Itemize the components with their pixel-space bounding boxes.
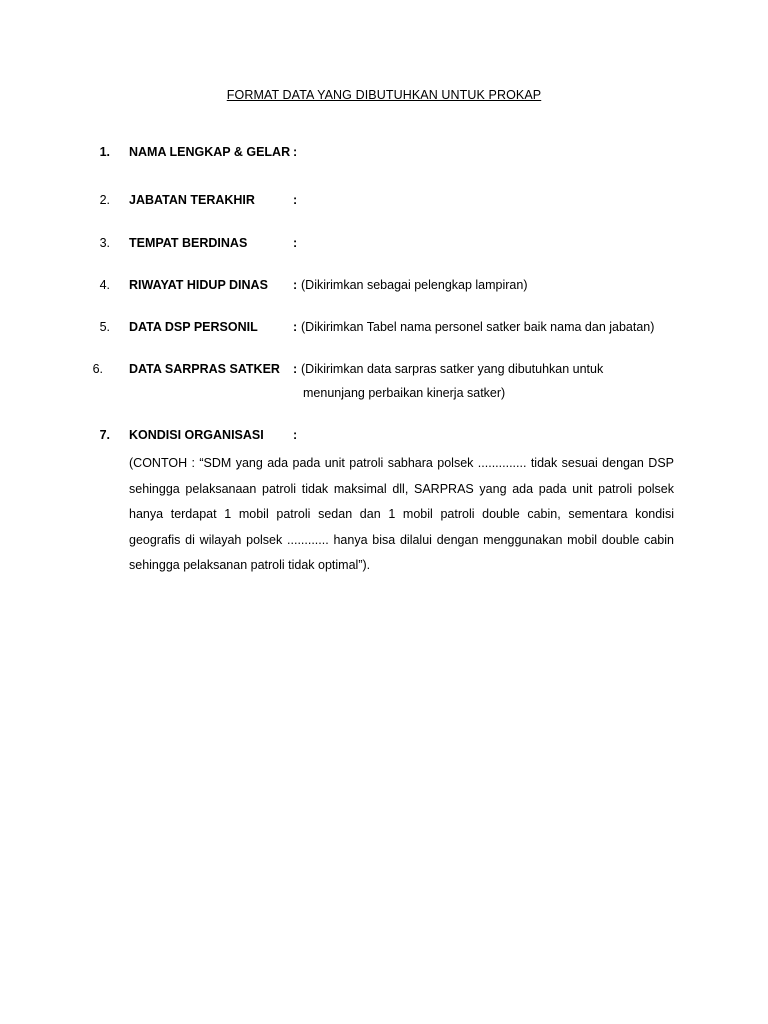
item-colon: : <box>293 320 298 334</box>
item-number: 5. <box>99 320 110 334</box>
item-value: (Dikirimkan sebagai pelengkap lampiran) <box>301 278 528 292</box>
item-number: 2. <box>99 193 110 207</box>
item-number: 4. <box>99 278 110 292</box>
item-number: 7. <box>99 428 110 442</box>
item-label: DATA DSP PERSONIL <box>129 320 258 334</box>
item-number: 6. <box>92 362 103 376</box>
item-label: KONDISI ORGANISASI <box>129 428 264 442</box>
item-label: NAMA LENGKAP & GELAR <box>129 145 291 159</box>
item-colon: : <box>293 362 298 376</box>
item-label: DATA SARPRAS SATKER <box>129 362 280 376</box>
item-colon: : <box>293 236 298 250</box>
item-number: 1. <box>99 145 110 159</box>
item-value-line2: menunjang perbaikan kinerja satker) <box>303 386 506 400</box>
document-title: FORMAT DATA YANG DIBUTUHKAN UNTUK PROKAP <box>226 88 542 102</box>
item-label: RIWAYAT HIDUP DINAS <box>129 278 268 292</box>
item-label: JABATAN TERAKHIR <box>129 193 255 207</box>
item-colon: : <box>293 145 298 159</box>
item-number: 3. <box>99 236 110 250</box>
item-value: (Dikirimkan data sarpras satker yang dibutuhkan untuk <box>301 362 604 376</box>
item-colon: : <box>293 278 298 292</box>
item-label: TEMPAT BERDINAS <box>129 236 248 250</box>
item-colon: : <box>293 193 298 207</box>
item-colon: : <box>293 428 298 442</box>
example-paragraph: (CONTOH : “SDM yang ada pada unit patroli sabhara polsek .............. tidak sesuai dengan DSP sehingga pelaksanaan patroli tidak maksimal dll, SARPRAS yang ada pada unit patroli polsek hanya terdapat 1 mobil patroli sedan dan 1 mobil patroli double cabin, sementara kondisi geografis di wilayah polsek ............ hanya bisa dilalui dengan menggunakan mobil double cabin sehingga pelaksanan patroli tidak optimal”). <box>129 456 674 572</box>
item-value: (Dikirimkan Tabel nama personel satker baik nama dan jabatan) <box>301 320 655 334</box>
